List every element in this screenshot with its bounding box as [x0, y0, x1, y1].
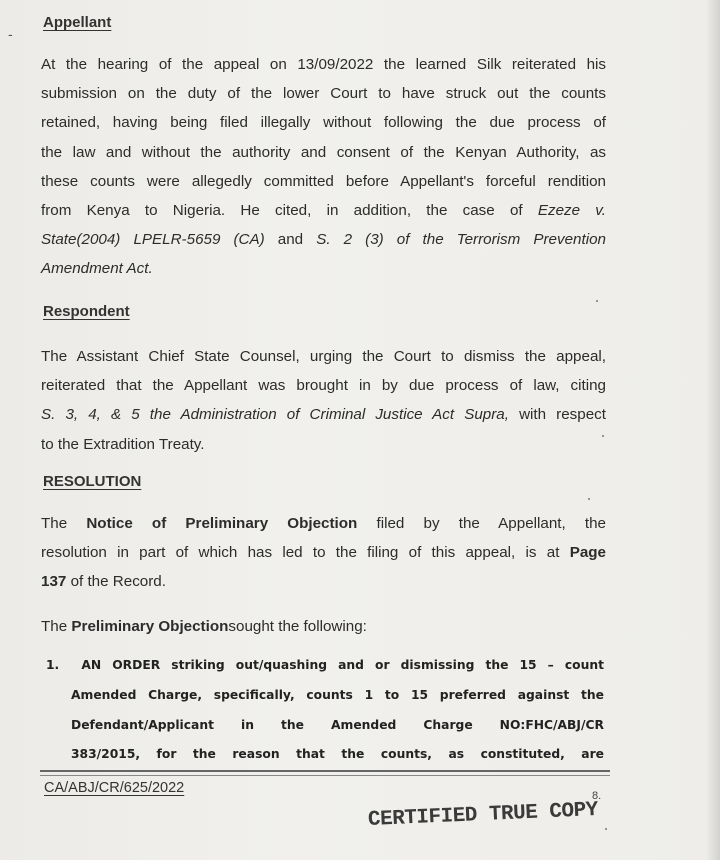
paragraph-line — [41, 254, 606, 283]
respondent-paragraph — [41, 342, 606, 459]
statute-reference: S. 3, 4, & 5 the Administration of Criminal Justice Act Supra, — [41, 406, 509, 424]
order-text: AN ORDER striking out/quashing and or dismissing the 15 – count — [81, 658, 604, 672]
paragraph-line — [41, 612, 606, 641]
paragraph-line: submission on the duty of the lower Court to have struck out the counts — [41, 85, 606, 103]
objection-intro — [41, 612, 606, 641]
bold-term: Page — [569, 544, 606, 562]
paragraph-text: with respect — [519, 406, 606, 424]
paragraph-line: to the Extradition Treaty. — [41, 435, 205, 453]
order-line: Amended Charge, specifically, counts 1 to 15 preferred against the — [71, 687, 604, 702]
conjunction: and — [277, 231, 304, 249]
bold-term: Preliminary Objection — [71, 618, 229, 635]
page-number: 8. — [592, 790, 602, 802]
paragraph-line — [41, 225, 606, 254]
scan-speck — [596, 300, 598, 302]
citation-intro: from Kenya to Nigeria. He cited, in addition, the case of — [41, 202, 523, 220]
paragraph-line: retained, having being filed illegally without following the due process of — [41, 114, 606, 132]
item-number: 1. — [46, 658, 60, 672]
appellant-paragraph — [41, 50, 606, 284]
order-line — [46, 651, 604, 681]
paragraph-line — [41, 196, 606, 225]
scan-speck — [602, 435, 604, 437]
order-line: Defendant/Applicant in the Amended Charge NO:FHC/ABJ/CR — [71, 717, 604, 732]
paragraph-line: reiterated that the Appellant was brought in by due process of law, citing — [41, 377, 606, 395]
page-edge-shadow — [706, 0, 720, 860]
paragraph-text: The — [41, 618, 68, 635]
scan-speck — [605, 828, 607, 830]
paragraph-line — [41, 538, 606, 567]
paragraph-text: filed by the Appellant, the — [376, 515, 606, 532]
footer-divider — [40, 770, 610, 772]
statute-continuation: Amendment Act. — [41, 260, 153, 278]
paragraph-text: The — [41, 515, 68, 532]
statute-reference: S. 2 (3) of the Terrorism Prevention — [316, 231, 606, 249]
order-line: 383/2015, for the reason that the counts, as constituted, are — [71, 747, 604, 762]
footer-divider-thin — [40, 775, 610, 776]
paragraph-line: these counts were allegedly committed before Appellant's forceful rendition — [41, 172, 606, 190]
resolution-heading: RESOLUTION — [43, 473, 142, 490]
scan-speck — [588, 498, 590, 500]
appellant-heading: Appellant — [43, 14, 112, 31]
margin-mark: - — [8, 26, 13, 42]
paragraph-line: the law and without the authority and consent of the Kenyan Authority, as — [41, 143, 606, 161]
paragraph-text: resolution in part of which has led to the filing of this appeal, is at — [41, 544, 560, 562]
respondent-heading: Respondent — [43, 303, 130, 320]
certified-stamp: CERTIFIED TRUE COPY — [367, 798, 599, 833]
paragraph-line — [41, 509, 606, 538]
resolution-paragraph — [41, 509, 606, 597]
case-citation: State(2004) LPELR-5659 (CA) — [41, 231, 265, 249]
bold-term: Notice of Preliminary Objection — [86, 515, 358, 532]
case-reference: CA/ABJ/CR/625/2022 — [44, 780, 185, 796]
paragraph-line: The Assistant Chief State Counsel, urging the Court to dismiss the appeal, — [41, 348, 606, 365]
paragraph-line — [41, 400, 606, 429]
paragraph-text: of the Record. — [70, 573, 166, 591]
paragraph-text: sought the following: — [228, 618, 367, 635]
order-list-item — [46, 651, 604, 770]
paragraph-line — [41, 567, 606, 596]
paragraph-line: At the hearing of the appeal on 13/09/2022 the learned Silk reiterated his — [41, 56, 606, 73]
case-name: Ezeze v. — [537, 202, 606, 220]
bold-term: 137 — [41, 573, 67, 591]
